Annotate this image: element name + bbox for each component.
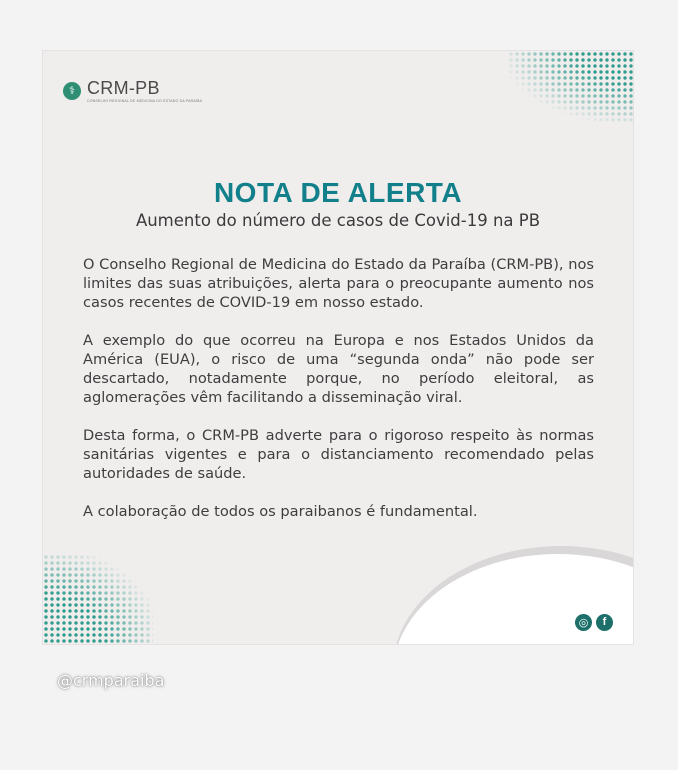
social-icons xyxy=(575,614,613,631)
notice-body xyxy=(83,255,594,540)
notice-paragraph: Desta forma, o CRM-PB adverte para o rigoroso respeito às normas sanitárias vigentes e para o distanciamento recomendado pelas autoridades de saúde. xyxy=(83,427,594,482)
logo-subtitle: CONSELHO REGIONAL DE MEDICINA DO ESTADO DA PARAÍBA xyxy=(87,99,203,103)
notice-title: NOTA DE ALERTA xyxy=(213,177,463,208)
notice-paragraph: A exemplo do que ocorreu na Europa e nos Estados Unidos da América (EUA), o risco de uma “segunda onda” não pode ser descartado, notadamente porque, no período eleitoral, as aglomerações vêm facilitando a disseminação viral. xyxy=(83,332,594,406)
story-mention-sticker[interactable]: @crmparaiba xyxy=(57,671,165,690)
logo-name: CRM-PB xyxy=(87,78,160,98)
instagram-icon[interactable]: ◎ xyxy=(575,614,592,631)
dot-pattern-decoration xyxy=(508,51,633,123)
crm-pb-logo xyxy=(63,79,202,103)
notice-paragraph: O Conselho Regional de Medicina do Estado da Paraíba (CRM-PB), nos limites das suas atribuições, alerta para o preocupante aumento nos casos recentes de COVID-19 em nosso estado. xyxy=(83,256,594,311)
notice-subtitle: Aumento do número de casos de Covid-19 na PB xyxy=(135,211,541,230)
facebook-icon[interactable]: f xyxy=(596,614,613,631)
notice-card xyxy=(43,51,633,644)
caduceus-icon: ⚕ xyxy=(63,82,81,100)
notice-paragraph: A colaboração de todos os paraibanos é fundamental. xyxy=(83,503,478,520)
dot-pattern-decoration xyxy=(43,554,153,644)
